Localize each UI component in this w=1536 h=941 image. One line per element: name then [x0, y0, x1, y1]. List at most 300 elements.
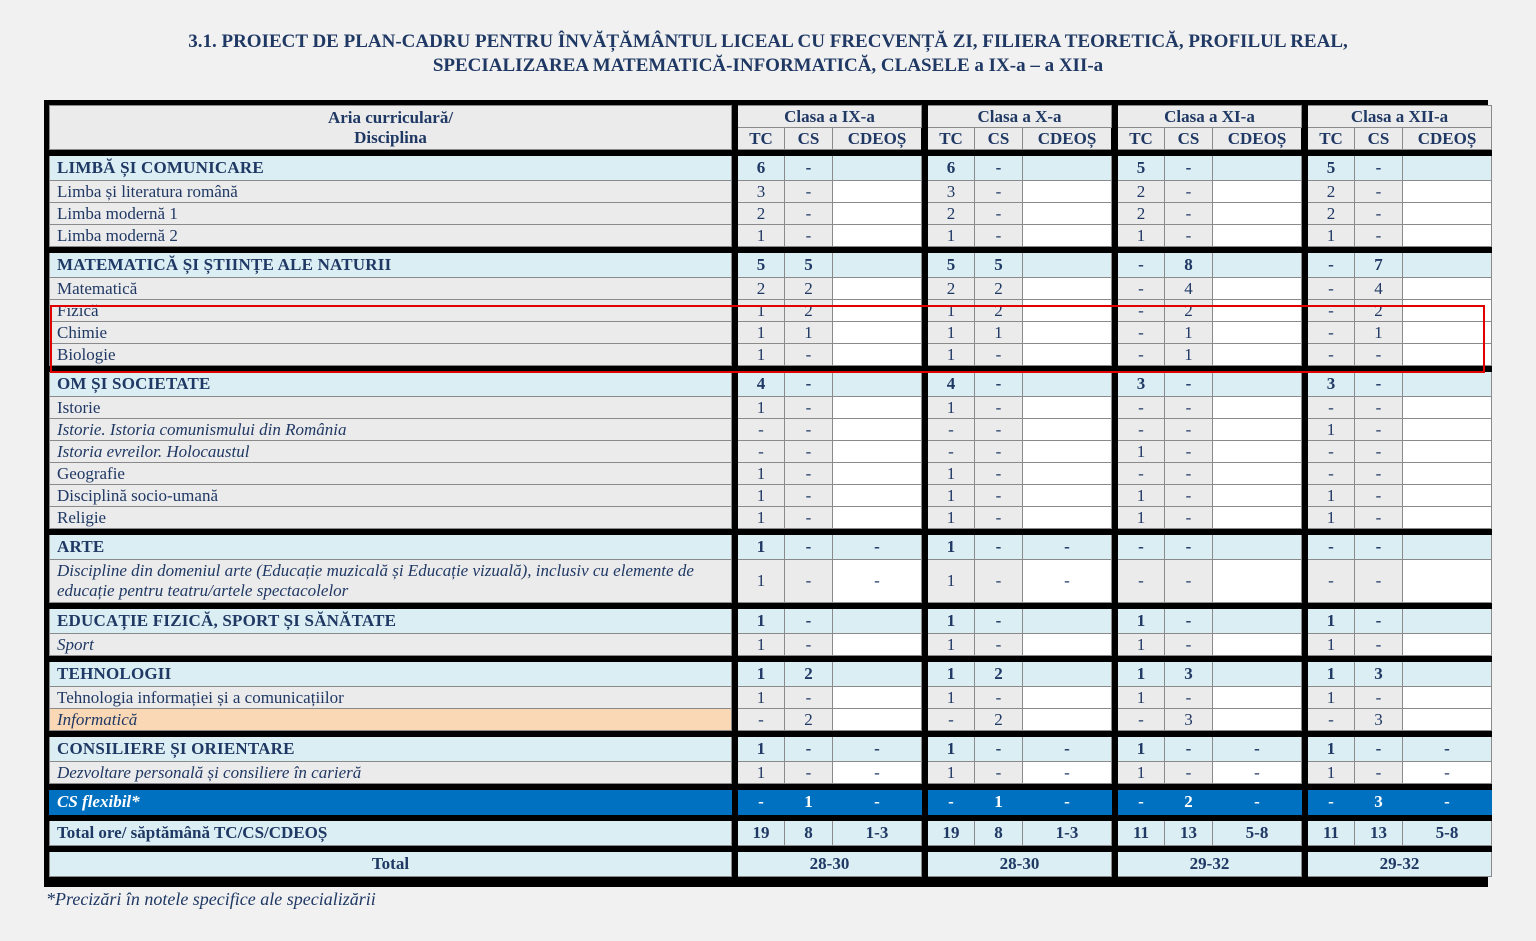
discipline-row	[50, 762, 1492, 784]
cell-cdeos-class-11	[1213, 203, 1302, 225]
cell-cdeos-class-11	[1213, 397, 1302, 419]
cell-cs-class-11: -	[1165, 762, 1213, 784]
cell-cs-class-10: -	[975, 762, 1023, 784]
discipline-label: Limba modernă 2	[50, 225, 732, 247]
cell-tc-class-9: 1	[738, 397, 785, 419]
cell-cdeos-class-12	[1403, 322, 1492, 344]
header-cdeos: CDEOȘ	[1403, 128, 1492, 150]
cell-cdeos-class-11	[1213, 463, 1302, 485]
cell-tc-class-9: 4	[738, 372, 785, 397]
discipline-label: Biologie	[50, 344, 732, 366]
cell-tc-class-9: 3	[738, 181, 785, 203]
cell-cdeos-class-11	[1213, 634, 1302, 656]
cell-tc-class-11: 1	[1118, 662, 1165, 687]
title-line-2: SPECIALIZAREA MATEMATICĂ-INFORMATICĂ, CLASELE a IX-a – a XII-a	[432, 55, 1104, 76]
cell-tc-class-9: 1	[738, 507, 785, 529]
cell-cdeos-class-12	[1403, 709, 1492, 731]
cell-tc-class-9: 1	[738, 609, 785, 634]
cell-cs-class-11: -	[1165, 535, 1213, 560]
cell-cdeos-class-9	[833, 463, 922, 485]
header-tc: TC	[1308, 128, 1355, 150]
cell-cs-class-12: -	[1355, 156, 1403, 181]
cell-cs-class-10: 1	[975, 322, 1023, 344]
discipline-label: Disciplină socio-umană	[50, 485, 732, 507]
cell-cdeos-class-12: -	[1403, 737, 1492, 762]
cell-cs-class-10: 2	[975, 709, 1023, 731]
discipline-label: Informatică	[50, 709, 732, 731]
cell-cdeos-class-10	[1023, 662, 1112, 687]
cell-tc-class-10: -	[928, 441, 975, 463]
cell-tc-class-10: 6	[928, 156, 975, 181]
cell-cdeos-class-9	[833, 634, 922, 656]
cell-cs-class-12: 3	[1355, 662, 1403, 687]
cell-cdeos-class-10: -	[1023, 790, 1112, 815]
cell-cdeos-class-11	[1213, 225, 1302, 247]
cell-cdeos-class-9	[833, 441, 922, 463]
cell-cdeos-class-12	[1403, 253, 1492, 278]
cell-cdeos-class-12	[1403, 344, 1492, 366]
cell-tc-class-9: 1	[738, 560, 785, 603]
cell-cs-class-9: -	[785, 687, 833, 709]
cell-cs-class-10: -	[975, 535, 1023, 560]
cell-tc-class-10: 2	[928, 203, 975, 225]
cell-cdeos-class-11	[1213, 485, 1302, 507]
cell-cs-class-10: -	[975, 737, 1023, 762]
cell-cdeos-class-11	[1213, 687, 1302, 709]
cell-tc-class-9: -	[738, 709, 785, 731]
cell-cdeos-class-9	[833, 709, 922, 731]
cell-cdeos-class-10	[1023, 709, 1112, 731]
cell-cs-class-11: -	[1165, 485, 1213, 507]
cell-cdeos-class-11	[1213, 662, 1302, 687]
area-label: CONSILIERE ȘI ORIENTARE	[50, 737, 732, 762]
cell-cs-class-11: 2	[1165, 300, 1213, 322]
cell-cdeos-class-12	[1403, 463, 1492, 485]
cell-tc-class-9: -	[738, 790, 785, 815]
cell-tc-class-12: -	[1308, 535, 1355, 560]
cell-cs-class-12: 1	[1355, 322, 1403, 344]
cell-tc-class-10: 1	[928, 737, 975, 762]
cell-cdeos-class-10	[1023, 300, 1112, 322]
cell-tc-class-12: 1	[1308, 485, 1355, 507]
cell-cdeos-class-10	[1023, 441, 1112, 463]
cell-tc-class-12: -	[1308, 253, 1355, 278]
cell-cdeos-class-9: -	[833, 560, 922, 603]
cell-tc-class-10: 1	[928, 662, 975, 687]
cell-cdeos-class-9	[833, 225, 922, 247]
cell-cdeos-class-9	[833, 181, 922, 203]
cell-tc-class-9: 2	[738, 203, 785, 225]
cell-cs-class-12: -	[1355, 372, 1403, 397]
discipline-row	[50, 203, 1492, 225]
area-row	[50, 156, 1492, 181]
cell-cs-class-11: 8	[1165, 253, 1213, 278]
cell-tc-class-10: 1	[928, 687, 975, 709]
cell-tc-class-10: 1	[928, 225, 975, 247]
cell-cdeos-class-11	[1213, 507, 1302, 529]
header-cs: CS	[785, 128, 833, 150]
cell-cs-class-10: -	[975, 560, 1023, 603]
cell-cs-class-11: -	[1165, 156, 1213, 181]
cell-cs-class-11: -	[1165, 181, 1213, 203]
cell-cdeos-class-12	[1403, 609, 1492, 634]
cell-tc-class-12: -	[1308, 397, 1355, 419]
cell-cs-class-10: 2	[975, 278, 1023, 300]
cell-cdeos-class-9	[833, 253, 922, 278]
cell-tc-class-12: -	[1308, 709, 1355, 731]
cell-tc-class-11: -	[1118, 419, 1165, 441]
discipline-row	[50, 225, 1492, 247]
cell-tc-class-11: 5	[1118, 156, 1165, 181]
cell-cs-class-12: -	[1355, 609, 1403, 634]
cell-tc-class-12: 1	[1308, 634, 1355, 656]
cell-tc-class-11: 1	[1118, 441, 1165, 463]
cell-tc-class-9: -	[738, 441, 785, 463]
cell-cdeos-class-10	[1023, 419, 1112, 441]
cell-cs-class-11: -	[1165, 737, 1213, 762]
area-row	[50, 737, 1492, 762]
cell-tc-class-11: -	[1118, 790, 1165, 815]
cell-cdeos-class-9	[833, 687, 922, 709]
grand-total-class-10: 28-30	[928, 852, 1112, 877]
cell-tc-class-9: 1	[738, 687, 785, 709]
discipline-label: Total ore/ săptămână TC/CS/CDEOȘ	[50, 821, 732, 846]
cell-cdeos-class-10	[1023, 344, 1112, 366]
cell-cs-class-11: -	[1165, 609, 1213, 634]
curriculum-table	[49, 105, 1492, 877]
discipline-label: Matematică	[50, 278, 732, 300]
header-cdeos: CDEOȘ	[1213, 128, 1302, 150]
cell-cs-class-10: -	[975, 687, 1023, 709]
cell-cs-class-9: -	[785, 419, 833, 441]
cell-tc-class-10: 1	[928, 485, 975, 507]
cell-tc-class-10: 4	[928, 372, 975, 397]
discipline-label: Tehnologia informației și a comunicațiilor	[50, 687, 732, 709]
area-row	[50, 253, 1492, 278]
area-row	[50, 372, 1492, 397]
cell-cs-class-12: 4	[1355, 278, 1403, 300]
cell-tc-class-11: -	[1118, 278, 1165, 300]
cell-cdeos-class-12	[1403, 560, 1492, 603]
cell-cs-class-9: -	[785, 507, 833, 529]
cell-cs-class-10: -	[975, 344, 1023, 366]
discipline-row	[50, 397, 1492, 419]
discipline-row	[50, 709, 1492, 731]
cell-cs-class-10: -	[975, 181, 1023, 203]
cell-tc-class-12: 2	[1308, 203, 1355, 225]
header-area-discipline	[50, 106, 732, 150]
discipline-row	[50, 322, 1492, 344]
cell-cs-class-10: -	[975, 225, 1023, 247]
grand-total-class-11: 29-32	[1118, 852, 1302, 877]
cell-tc-class-12: -	[1308, 322, 1355, 344]
cell-cdeos-class-12	[1403, 300, 1492, 322]
cell-tc-class-11: 1	[1118, 507, 1165, 529]
cell-cs-class-10: -	[975, 397, 1023, 419]
cell-cdeos-class-11	[1213, 560, 1302, 603]
cell-cdeos-class-10	[1023, 372, 1112, 397]
cell-cdeos-class-11	[1213, 344, 1302, 366]
cell-cs-class-9: 2	[785, 278, 833, 300]
cell-cdeos-class-12	[1403, 662, 1492, 687]
header-tc: TC	[738, 128, 785, 150]
total-hours-row	[50, 821, 1492, 846]
cell-tc-class-11: -	[1118, 463, 1165, 485]
area-label: ARTE	[50, 535, 732, 560]
cell-cdeos-class-9: 1-3	[833, 821, 922, 846]
discipline-row	[50, 419, 1492, 441]
cell-cdeos-class-12	[1403, 156, 1492, 181]
cell-cs-class-11: 4	[1165, 278, 1213, 300]
cell-cdeos-class-9	[833, 203, 922, 225]
cell-cdeos-class-12	[1403, 687, 1492, 709]
cell-tc-class-12: 11	[1308, 821, 1355, 846]
cell-cs-class-12: -	[1355, 485, 1403, 507]
cell-cs-class-12: 3	[1355, 790, 1403, 815]
cell-tc-class-11: -	[1118, 300, 1165, 322]
cell-cdeos-class-11	[1213, 156, 1302, 181]
discipline-label: Istoria evreilor. Holocaustul	[50, 441, 732, 463]
cell-cs-class-11: 2	[1165, 790, 1213, 815]
cell-tc-class-9: 1	[738, 322, 785, 344]
cell-cs-class-12: -	[1355, 419, 1403, 441]
cell-cdeos-class-9	[833, 300, 922, 322]
cell-tc-class-9: 6	[738, 156, 785, 181]
cell-cs-class-9: 5	[785, 253, 833, 278]
cell-tc-class-11: 1	[1118, 687, 1165, 709]
cell-tc-class-12: 1	[1308, 687, 1355, 709]
cell-cs-class-9: 2	[785, 709, 833, 731]
cell-cs-class-10: -	[975, 507, 1023, 529]
cell-tc-class-12: -	[1308, 441, 1355, 463]
cell-cs-class-9: -	[785, 225, 833, 247]
cell-tc-class-11: -	[1118, 397, 1165, 419]
discipline-label: Dezvoltare personală și consiliere în carieră	[50, 762, 732, 784]
cell-cs-class-9: 8	[785, 821, 833, 846]
cell-tc-class-12: 1	[1308, 507, 1355, 529]
cell-tc-class-10: 1	[928, 507, 975, 529]
discipline-label: Limba modernă 1	[50, 203, 732, 225]
cell-tc-class-11: -	[1118, 322, 1165, 344]
cell-cdeos-class-10	[1023, 463, 1112, 485]
cell-tc-class-10: -	[928, 790, 975, 815]
cell-cs-class-12: -	[1355, 441, 1403, 463]
cell-cdeos-class-9	[833, 278, 922, 300]
cell-cs-class-11: -	[1165, 463, 1213, 485]
cell-cdeos-class-11	[1213, 709, 1302, 731]
cell-cs-class-10: -	[975, 634, 1023, 656]
cell-tc-class-12: 3	[1308, 372, 1355, 397]
discipline-row	[50, 278, 1492, 300]
cell-cs-class-10: 8	[975, 821, 1023, 846]
cell-tc-class-9: 1	[738, 225, 785, 247]
cell-tc-class-12: 1	[1308, 662, 1355, 687]
cell-cs-class-11: 1	[1165, 322, 1213, 344]
discipline-label: Fizică	[50, 300, 732, 322]
cell-cs-class-10: -	[975, 441, 1023, 463]
cell-cdeos-class-12	[1403, 535, 1492, 560]
cell-tc-class-9: 1	[738, 300, 785, 322]
cell-tc-class-11: 1	[1118, 609, 1165, 634]
cell-cdeos-class-11	[1213, 181, 1302, 203]
cell-tc-class-11: 1	[1118, 737, 1165, 762]
cell-cs-class-9: -	[785, 634, 833, 656]
cell-cdeos-class-10: -	[1023, 560, 1112, 603]
cell-tc-class-10: 1	[928, 344, 975, 366]
cell-tc-class-10: 1	[928, 560, 975, 603]
cell-cdeos-class-12	[1403, 634, 1492, 656]
discipline-label: Sport	[50, 634, 732, 656]
cell-cs-class-11: -	[1165, 397, 1213, 419]
cell-tc-class-9: 1	[738, 662, 785, 687]
cell-cs-class-11: -	[1165, 372, 1213, 397]
page-title	[0, 30, 1536, 78]
cell-tc-class-10: 1	[928, 397, 975, 419]
cell-cs-class-9: -	[785, 485, 833, 507]
cell-cdeos-class-12: -	[1403, 762, 1492, 784]
cell-cs-class-11: -	[1165, 419, 1213, 441]
cell-tc-class-10: 5	[928, 253, 975, 278]
discipline-label: Istorie	[50, 397, 732, 419]
cell-cdeos-class-10	[1023, 397, 1112, 419]
table-body	[50, 150, 1492, 877]
header-row-classes	[50, 106, 1492, 128]
cell-cdeos-class-12	[1403, 203, 1492, 225]
discipline-row	[50, 181, 1492, 203]
cell-tc-class-10: 19	[928, 821, 975, 846]
cell-cdeos-class-12	[1403, 181, 1492, 203]
cell-cs-class-9: -	[785, 181, 833, 203]
cell-cdeos-class-11	[1213, 441, 1302, 463]
cell-cs-class-10: 2	[975, 300, 1023, 322]
cell-cs-class-9: 1	[785, 322, 833, 344]
discipline-row	[50, 441, 1492, 463]
cell-cs-class-11: -	[1165, 225, 1213, 247]
header-cs: CS	[1355, 128, 1403, 150]
cell-tc-class-9: 1	[738, 634, 785, 656]
cell-tc-class-12: 1	[1308, 609, 1355, 634]
cell-cdeos-class-11	[1213, 322, 1302, 344]
cell-tc-class-11: -	[1118, 253, 1165, 278]
cell-cs-class-9: -	[785, 441, 833, 463]
cell-tc-class-10: 3	[928, 181, 975, 203]
grand-total-class-12: 29-32	[1308, 852, 1492, 877]
cell-tc-class-9: 2	[738, 278, 785, 300]
cell-cs-class-12: -	[1355, 463, 1403, 485]
cell-cs-class-11: -	[1165, 203, 1213, 225]
cell-tc-class-12: -	[1308, 344, 1355, 366]
cell-cs-class-10: -	[975, 156, 1023, 181]
cell-cdeos-class-9: -	[833, 737, 922, 762]
cell-cs-class-10: -	[975, 463, 1023, 485]
cell-cs-class-9: -	[785, 156, 833, 181]
header-discipline-label: Disciplina	[354, 127, 427, 147]
discipline-row	[50, 560, 1492, 603]
cell-cdeos-class-12	[1403, 225, 1492, 247]
cell-tc-class-10: -	[928, 709, 975, 731]
cell-tc-class-11: 1	[1118, 634, 1165, 656]
cell-tc-class-10: 1	[928, 535, 975, 560]
cell-cdeos-class-9	[833, 662, 922, 687]
cell-cs-class-9: -	[785, 203, 833, 225]
cell-tc-class-10: -	[928, 419, 975, 441]
cell-cdeos-class-10: 1-3	[1023, 821, 1112, 846]
cell-tc-class-9: 5	[738, 253, 785, 278]
cell-cdeos-class-10: -	[1023, 737, 1112, 762]
cell-cdeos-class-11	[1213, 535, 1302, 560]
cell-tc-class-9: 1	[738, 463, 785, 485]
cell-cs-class-10: 5	[975, 253, 1023, 278]
cell-cdeos-class-11	[1213, 419, 1302, 441]
cell-tc-class-11: 2	[1118, 203, 1165, 225]
cell-cs-class-9: 1	[785, 790, 833, 815]
cell-cdeos-class-10	[1023, 322, 1112, 344]
cell-cdeos-class-11: -	[1213, 790, 1302, 815]
cell-cdeos-class-11	[1213, 253, 1302, 278]
cell-cdeos-class-12: -	[1403, 790, 1492, 815]
cell-cs-class-9: -	[785, 372, 833, 397]
cell-cdeos-class-10	[1023, 278, 1112, 300]
cell-tc-class-9: 1	[738, 485, 785, 507]
cell-cs-class-9: -	[785, 397, 833, 419]
cell-tc-class-11: -	[1118, 709, 1165, 731]
title-line-1: 3.1. PROIECT DE PLAN-CADRU PENTRU ÎNVĂȚĂMÂNTUL LICEAL CU FRECVENȚĂ ZI, FILIERA TEORETICĂ, PROFILUL REAL,	[188, 31, 1348, 52]
cell-tc-class-12: 1	[1308, 225, 1355, 247]
cell-cs-class-12: -	[1355, 737, 1403, 762]
area-label: OM ȘI SOCIETATE	[50, 372, 732, 397]
cell-tc-class-10: 1	[928, 322, 975, 344]
cell-cdeos-class-10	[1023, 253, 1112, 278]
cell-tc-class-12: -	[1308, 278, 1355, 300]
discipline-row	[50, 344, 1492, 366]
header-cs: CS	[975, 128, 1023, 150]
area-row	[50, 535, 1492, 560]
cell-cs-class-12: -	[1355, 634, 1403, 656]
cell-cs-class-11: 3	[1165, 662, 1213, 687]
cell-cs-class-12: -	[1355, 181, 1403, 203]
header-cdeos: CDEOȘ	[833, 128, 922, 150]
header-cs: CS	[1165, 128, 1213, 150]
cell-cs-class-9: 2	[785, 300, 833, 322]
cell-cs-class-11: -	[1165, 687, 1213, 709]
header-class-10: Clasa a X-a	[928, 106, 1112, 128]
cell-tc-class-12: 1	[1308, 419, 1355, 441]
cell-cdeos-class-11	[1213, 278, 1302, 300]
cell-cdeos-class-11	[1213, 300, 1302, 322]
discipline-label: Istorie. Istoria comunismului din România	[50, 419, 732, 441]
cell-cdeos-class-12	[1403, 372, 1492, 397]
cell-cdeos-class-9	[833, 609, 922, 634]
cell-cs-class-10: -	[975, 203, 1023, 225]
header-tc: TC	[1118, 128, 1165, 150]
cell-cdeos-class-12	[1403, 397, 1492, 419]
cell-cs-class-9: -	[785, 737, 833, 762]
cell-cs-class-12: -	[1355, 397, 1403, 419]
cell-cs-class-12: -	[1355, 507, 1403, 529]
cell-cs-class-10: -	[975, 609, 1023, 634]
cell-cdeos-class-11: 5-8	[1213, 821, 1302, 846]
cell-cdeos-class-10	[1023, 609, 1112, 634]
cell-cs-class-11: 3	[1165, 709, 1213, 731]
discipline-row	[50, 463, 1492, 485]
area-label: TEHNOLOGII	[50, 662, 732, 687]
cell-cdeos-class-11	[1213, 609, 1302, 634]
cell-cs-class-10: 2	[975, 662, 1023, 687]
cell-cs-class-9: -	[785, 463, 833, 485]
header-tc: TC	[928, 128, 975, 150]
cell-cs-class-9: -	[785, 535, 833, 560]
cell-cs-class-12: 3	[1355, 709, 1403, 731]
